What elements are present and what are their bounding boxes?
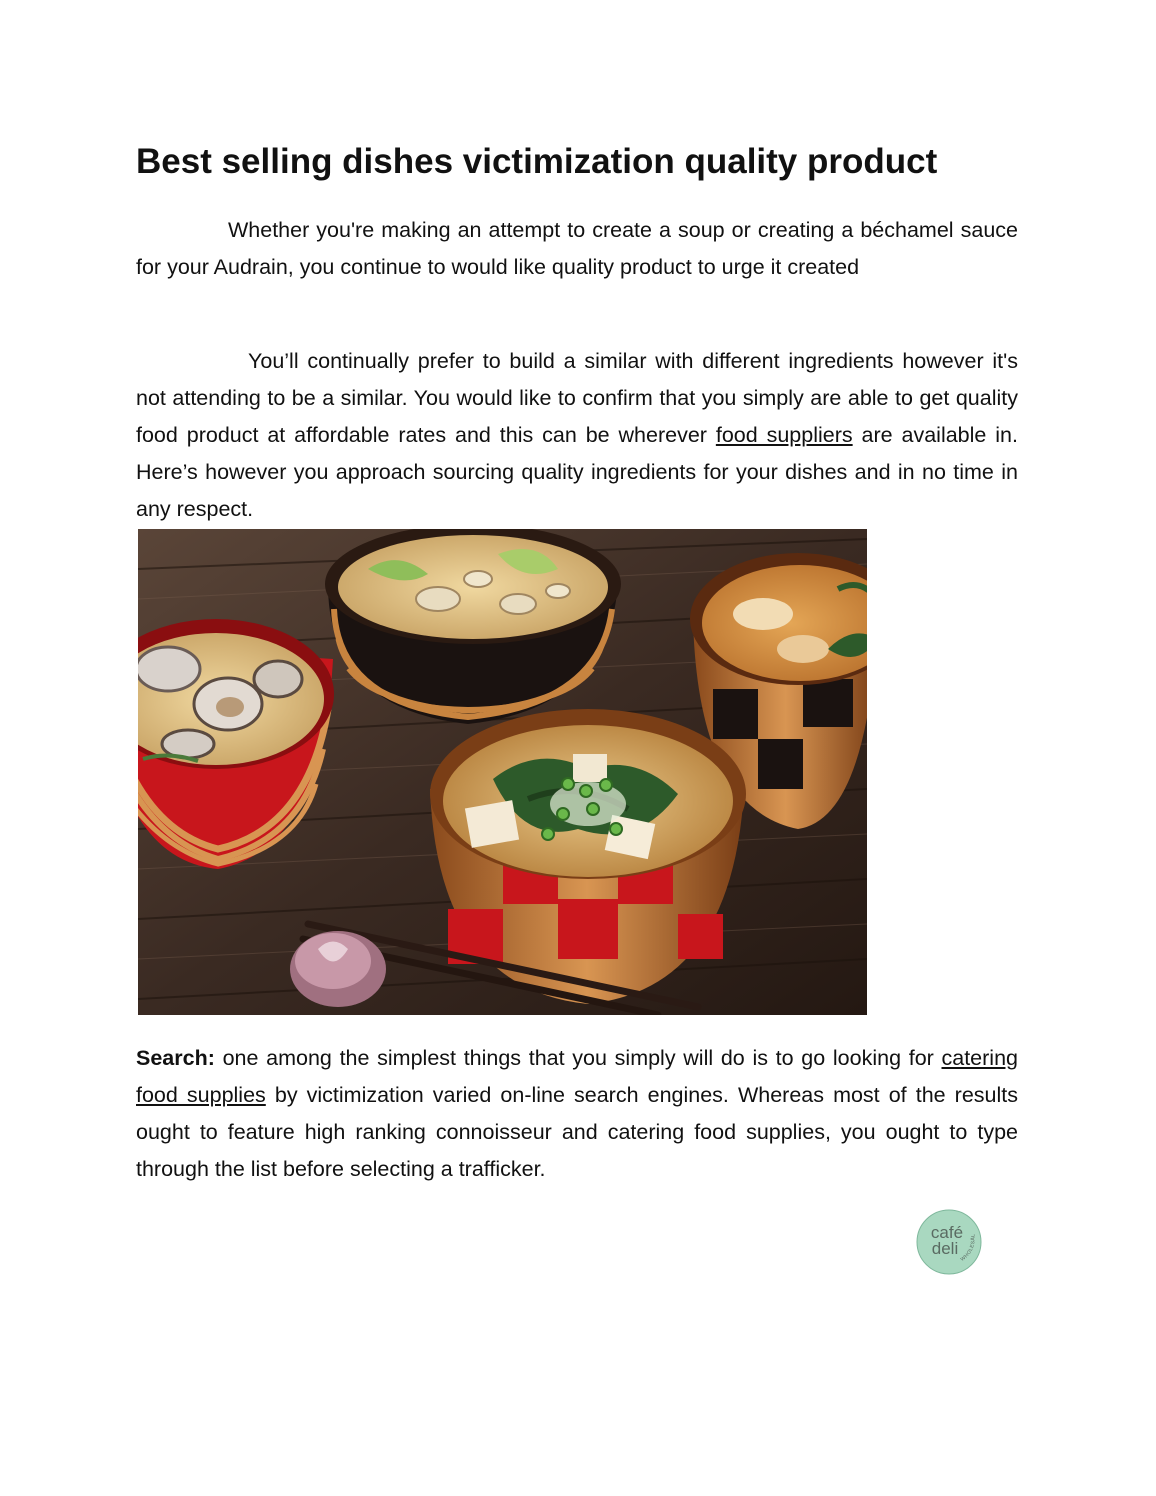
paragraph-ingredients (136, 343, 1018, 528)
logo-word-cafe: café (930, 1223, 964, 1242)
paragraph-search-text-after: by victimization varied on-line search engines. Whereas most of the results ought to feature high ranking connoisseur and catering food supplies, you ought to type through the list before selecting a trafficker. (136, 1083, 1018, 1181)
logo-word-deli: deli (931, 1239, 959, 1258)
paragraph-search (136, 1040, 1018, 1188)
paragraph-intro-text: Whether you're making an attempt to create a soup or creating a béchamel sauce for your Audrain, you continue to would like quality product to urge it created (136, 218, 1018, 279)
paragraph-intro (136, 212, 1018, 286)
paragraph-ingredients-text-before: You’ll continually prefer to build a similar with different ingredients however it's not attending to be a similar. You would like to confirm that you simply are able to get quality food product at affordable rates and this can be wherever (136, 349, 1018, 447)
document-title: Best selling dishes victimization quality product (136, 142, 938, 181)
paragraph-search-text-before: one among the simplest things that you simply will do is to go looking for (214, 1046, 942, 1070)
food-suppliers-link[interactable]: food suppliers (715, 423, 853, 447)
logo-tagline: WHOLESAL (959, 1233, 977, 1263)
cafe-deli-logo (916, 1209, 982, 1275)
miso-soup-photo (138, 529, 867, 1015)
search-lead: Search: (136, 1046, 215, 1070)
catering-food-supplies-link[interactable]: catering food supplies (136, 1046, 1018, 1107)
paragraph-ingredients-text-after: are available in. Here’s however you approach sourcing quality ingredients for your dishes and in no time in any respect. (136, 423, 1018, 521)
